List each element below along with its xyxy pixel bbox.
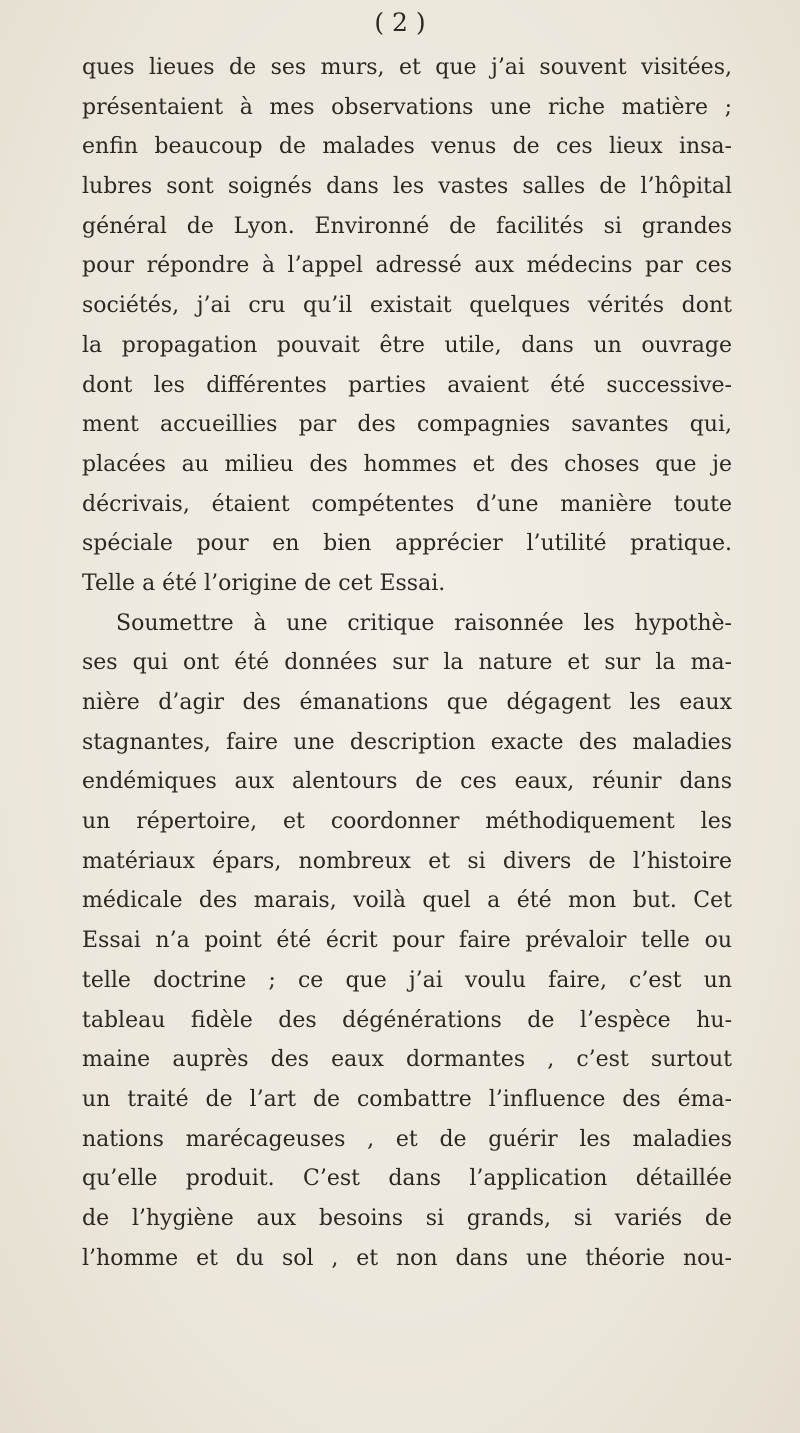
text-line: spéciale pour en bien apprécier l’utilité pratique.	[82, 531, 732, 557]
text-line: la propagation pouvait être utile, dans un ouvrage	[82, 332, 732, 358]
text-line: ment accueillies par des compagnies savantes qui,	[82, 412, 732, 438]
body-text	[82, 48, 732, 1278]
text-line: Essai n’a point été écrit pour faire prévaloir telle ou	[82, 928, 732, 954]
page-number: ( 2 )	[374, 8, 426, 37]
text-line: stagnantes, faire une description exacte des maladies	[82, 729, 732, 755]
text-line: tableau fidèle des dégénérations de l’espèce hu-	[82, 1007, 732, 1033]
text-line: enfin beaucoup de malades venus de ces lieux insa-	[82, 134, 732, 160]
text-line: présentaient à mes observations une riche matière ;	[82, 94, 732, 120]
text-line: ses qui ont été données sur la nature et sur la ma-	[82, 650, 732, 676]
text-line: lubres sont soignés dans les vastes salles de l’hôpital	[82, 174, 732, 200]
text-line: l’homme et du sol , et non dans une théorie nou-	[82, 1245, 732, 1271]
text-line: nations marécageuses , et de guérir les maladies	[82, 1126, 732, 1152]
text-line: médicale des marais, voilà quel a été mon but. Cet	[82, 888, 732, 914]
text-line: général de Lyon. Environné de facilités si grandes	[82, 213, 732, 239]
text-line: telle doctrine ; ce que j’ai voulu faire, c’est un	[82, 967, 732, 993]
text-line: endémiques aux alentours de ces eaux, réunir dans	[82, 769, 732, 795]
paragraph-start-line: Soumettre à une critique raisonnée les hypothè-	[116, 610, 732, 636]
text-line: décrivais, étaient compétentes d’une manière toute	[82, 491, 732, 517]
text-line: placées au milieu des hommes et des choses que je	[82, 451, 732, 477]
text-line: sociétés, j’ai cru qu’il existait quelques vérités dont	[82, 293, 732, 319]
text-line: maine auprès des eaux dormantes , c’est surtout	[82, 1047, 732, 1073]
text-line: un répertoire, et coordonner méthodiquement les	[82, 809, 732, 835]
text-line: ques lieues de ses murs, et que j’ai souvent visitées,	[82, 55, 732, 80]
text-line: un traité de l’art de combattre l’influence des éma-	[82, 1086, 732, 1112]
paragraph-end-line: Telle a été l’origine de cet Essai.	[82, 570, 446, 596]
text-line: dont les différentes parties avaient été successive-	[82, 372, 732, 398]
text-line: de l’hygiène aux besoins si grands, si variés de	[82, 1205, 732, 1231]
text-line: matériaux épars, nombreux et si divers de l’histoire	[82, 848, 732, 874]
text-line: qu’elle produit. C’est dans l’application détaillée	[82, 1166, 732, 1192]
text-line: nière d’agir des émanations que dégagent les eaux	[82, 690, 732, 715]
text-line: pour répondre à l’appel adressé aux médecins par ces	[82, 253, 732, 279]
